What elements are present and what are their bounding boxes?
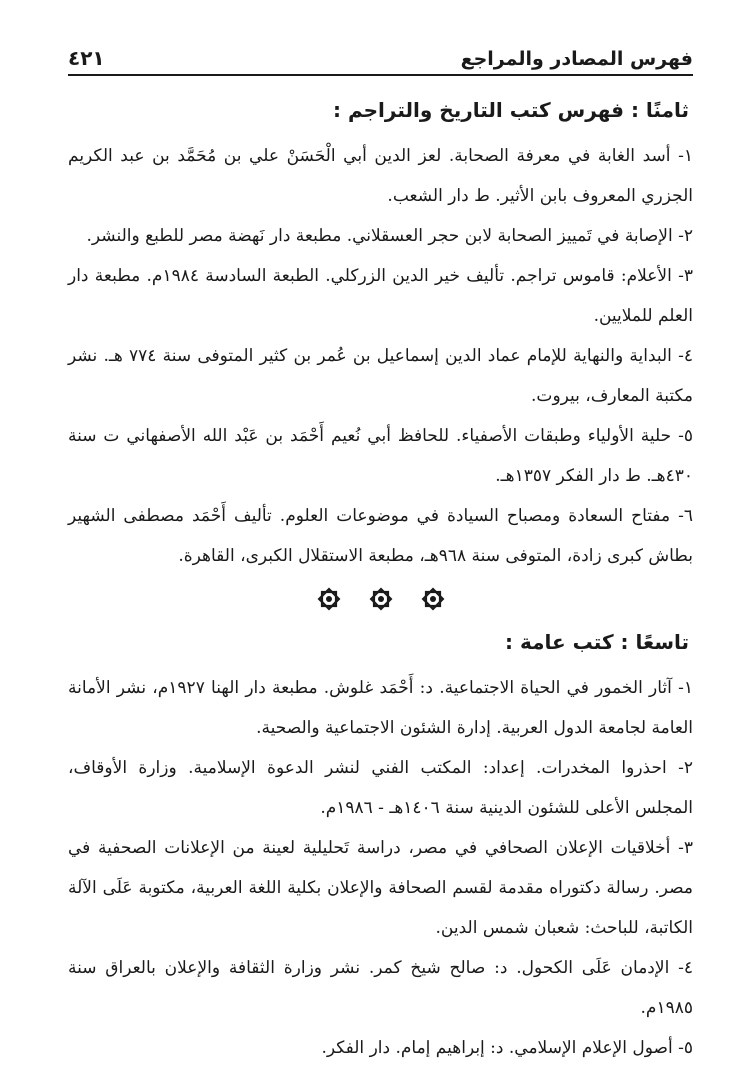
star-ornament-icon (316, 586, 342, 612)
reference-entry: ١- أسد الغابة في معرفة الصحابة. لعز الدين أبي الْحَسَنْ علي بن مُحَمَّد بن عبد الكريم الجزري المعروف بابن الأثير. ط دار الشعب. (68, 146, 693, 206)
page-header (68, 40, 693, 76)
page-number: ٤٢١ (68, 46, 105, 70)
section-heading-general: تاسعًا : كتب عامة : (505, 630, 689, 654)
star-ornament-icon (420, 586, 446, 612)
section-heading-history: ثامنًا : فهرس كتب التاريخ والتراجم : (333, 98, 689, 122)
running-title: فهرس المصادر والمراجع (460, 48, 693, 70)
reference-entry: ٥- أصول الإعلام الإسلامي. د: إبراهيم إمام. دار الفكر. (321, 1038, 693, 1058)
reference-entry: ٢- احذروا المخدرات. إعداد: المكتب الفني لنشر الدعوة الإسلامية. وزارة الأوقاف، المجلس الأعلى للشئون الدينية سنة ١٤٠٦هـ - ١٩٨٦م. (68, 758, 693, 818)
reference-entry: ٣- أخلاقيات الإعلان الصحافي في مصر، دراسة تَحليلية لعينة من الإعلانات الصحفية في مصر. رسالة دكتوراه مقدمة لقسم الصحافة والإعلان بكلية اللغة العربية، مكتوبة عَلَى الآلة الكاتبة، للباحث: شعبان شمس الدين. (68, 838, 693, 938)
reference-entry: ٢- الإصابة في تَمييز الصحابة لابن حجر العسقلاني. مطبعة دار نَهضة مصر للطبع والنشر. (86, 226, 693, 246)
reference-entry: ٤- الإدمان عَلَى الكحول. د: صالح شيخ كمر. نشر وزارة الثقافة والإعلان بالعراق سنة ١٩٨٥م. (68, 958, 693, 1018)
section-divider-ornaments (68, 586, 693, 612)
reference-entry: ٣- الأعلام: قاموس تراجم. تأليف خير الدين الزركلي. الطبعة السادسة ١٩٨٤م. مطبعة دار العلم للملايين. (68, 266, 693, 326)
reference-entry: ٤- البداية والنهاية للإمام عماد الدين إسماعيل بن عُمر بن كثير المتوفى سنة ٧٧٤ هـ. نشر مكتبة المعارف، بيروت. (68, 346, 693, 406)
reference-entry: ٦- مفتاح السعادة ومصباح السيادة في موضوعات العلوم. تأليف أَحْمَد مصطفى الشهير بطاش كبرى زادة، المتوفى سنة ٩٦٨هـ، مطبعة الاستقلال الكبرى، القاهرة. (68, 506, 693, 566)
reference-entry: ١- آثار الخمور في الحياة الاجتماعية. د: أَحْمَد غلوش. مطبعة دار الهنا ١٩٢٧م، نشر الأمانة العامة لجامعة الدول العربية. إدارة الشئون الاجتماعية والصحية. (68, 678, 693, 738)
star-ornament-icon (368, 586, 394, 612)
reference-entry: ٥- حلية الأولياء وطبقات الأصفياء. للحافظ أبي نُعيم أَحْمَد بن عَبْد الله الأصفهاني ت سنة ٤٣٠هـ. ط دار الفكر ١٣٥٧هـ. (68, 426, 693, 486)
